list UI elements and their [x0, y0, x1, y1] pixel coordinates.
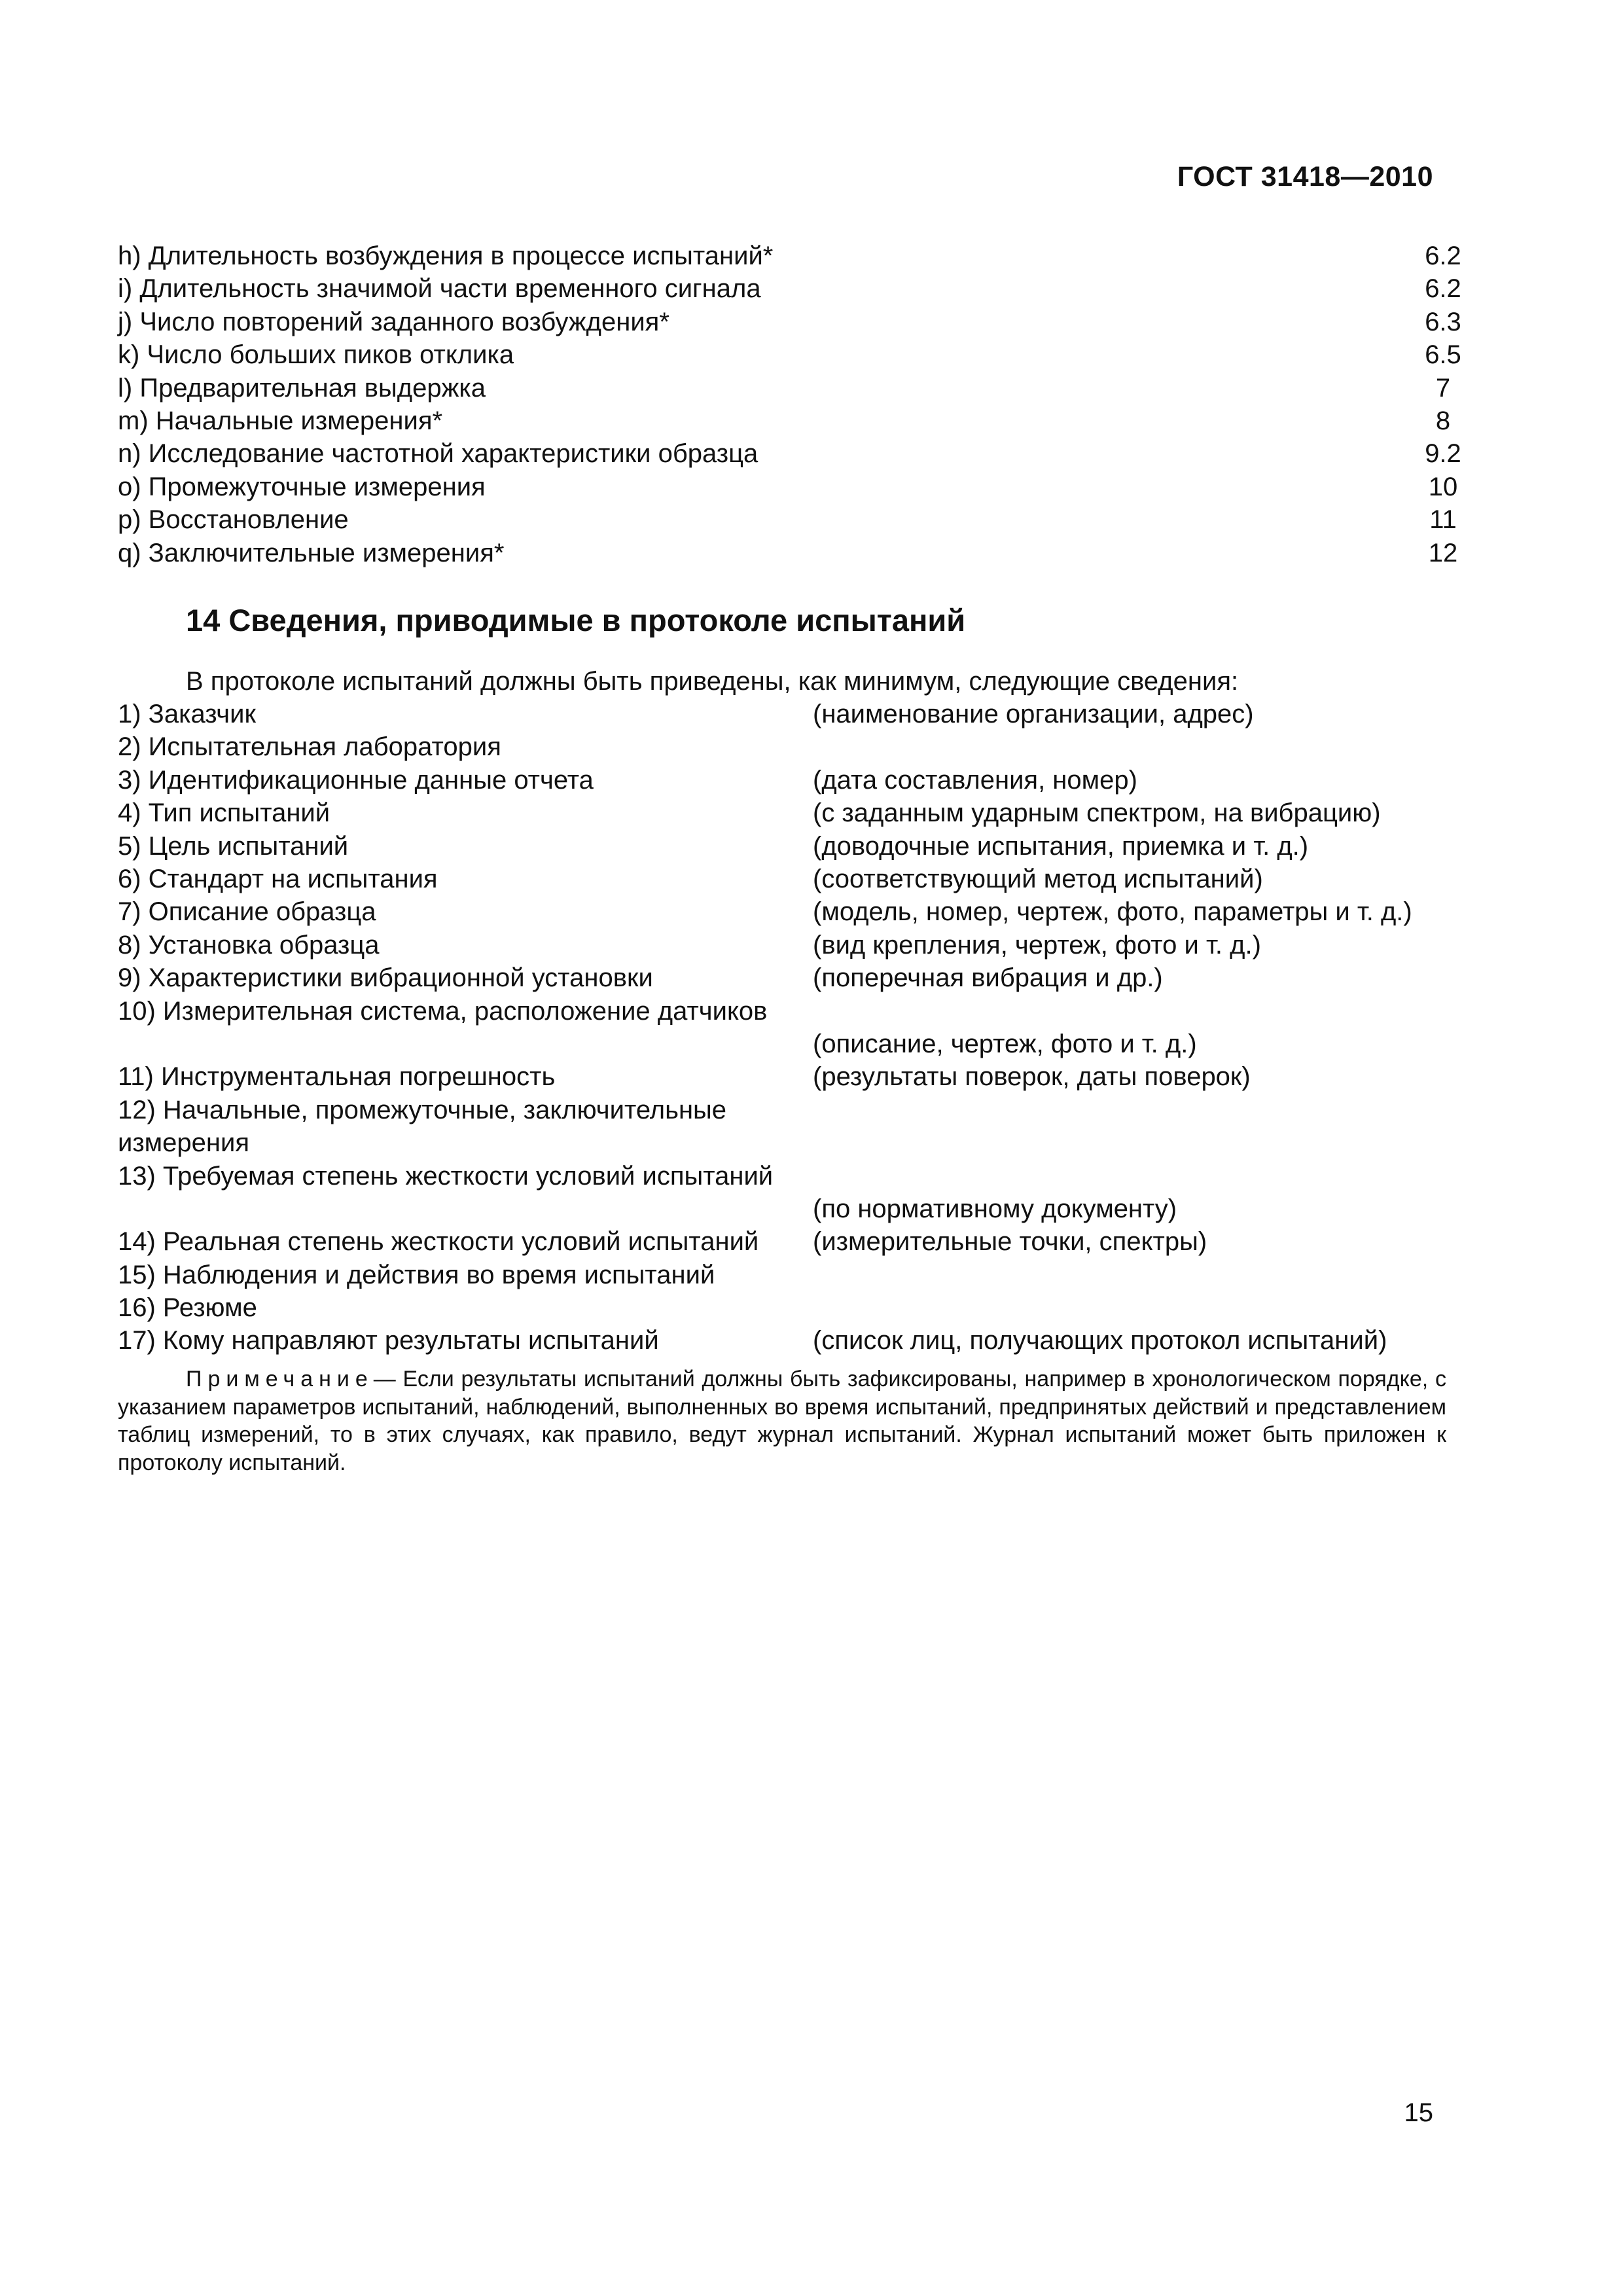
list-item	[118, 1060, 1453, 1093]
clause-label: q) Заключительные измерения*	[118, 538, 505, 567]
clause-ref: 6.5	[1425, 340, 1461, 370]
clause-row	[118, 437, 1461, 470]
clause-row	[118, 503, 1457, 536]
note-heading: Примечание	[186, 1367, 374, 1391]
clause-ref: 6.3	[1425, 307, 1461, 336]
list-item	[118, 1094, 1453, 1160]
clause-label: i) Длительность значимой части временного сигнала	[118, 274, 761, 304]
item-note: (модель, номер, чертеж, фото, параметры и т. д.)	[813, 897, 1412, 927]
clause-ref: 12	[1428, 538, 1458, 567]
item-note: (доводочные испытания, приемка и т. д.)	[813, 831, 1309, 861]
clause-ref: 10	[1428, 472, 1458, 501]
clause-label: m) Начальные измерения*	[118, 406, 443, 435]
item-label: 17) Кому направляют результаты испытаний	[118, 1326, 659, 1355]
clause-label: n) Исследование частотной характеристики образца	[118, 439, 758, 469]
item-label: 14) Реальная степень жесткости условий испытаний	[118, 1227, 759, 1257]
clause-label: l) Предварительная выдержка	[118, 373, 486, 403]
item-label: 15) Наблюдения и действия во время испытаний	[118, 1260, 715, 1289]
item-note: (дата составления, номер)	[813, 765, 1137, 795]
item-note: (соответствующий метод испытаний)	[813, 864, 1263, 893]
item-note: (наименование организации, адрес)	[813, 699, 1254, 728]
list-item	[118, 1291, 1453, 1324]
item-label: 12) Начальные, промежуточные, заключительные измерения	[118, 1095, 727, 1158]
clause-ref: 9.2	[1425, 439, 1461, 469]
item-label: 16) Резюме	[118, 1293, 257, 1323]
item-note: (описание, чертеж, фото и т. д.)	[813, 1029, 1197, 1058]
item-note: (по нормативному документу)	[813, 1194, 1177, 1223]
list-item	[118, 995, 1453, 1061]
clause-row	[118, 338, 1461, 371]
clause-ref: 11	[1429, 505, 1457, 535]
list-item	[118, 730, 1453, 763]
item-label: 2) Испытательная лаборатория	[118, 732, 501, 762]
list-item	[118, 929, 1453, 961]
list-item	[118, 961, 1453, 994]
list-item	[118, 830, 1453, 863]
clause-row	[118, 372, 1451, 404]
note-paragraph	[118, 1365, 1446, 1477]
clause-label: p) Восстановление	[118, 505, 349, 535]
list-item	[118, 1324, 1453, 1357]
item-label: 3) Идентификационные данные отчета	[118, 765, 594, 795]
clause-ref: 7	[1435, 373, 1451, 403]
item-label: 1) Заказчик	[118, 700, 256, 728]
clause-row	[118, 471, 1458, 503]
clause-label: o) Промежуточные измерения	[118, 472, 486, 501]
clause-ref: 8	[1435, 406, 1451, 435]
item-note: (вид крепления, чертеж, фото и т. д.)	[813, 930, 1261, 960]
item-note: (поперечная вибрация и др.)	[813, 963, 1163, 993]
list-item	[118, 895, 1453, 928]
clause-list	[118, 240, 1461, 569]
clause-row	[118, 272, 1461, 305]
section-intro: В протоколе испытаний должны быть приведены, как минимум, следующие сведения:	[186, 667, 1239, 696]
item-label: 4) Тип испытаний	[118, 798, 330, 828]
page-number: 15	[1404, 2098, 1433, 2127]
item-note: (измерительные точки, спектры)	[813, 1227, 1207, 1257]
item-label: 10) Измерительная система, расположение датчиков	[118, 996, 768, 1026]
clause-ref: 6.2	[1425, 242, 1461, 270]
item-label: 5) Цель испытаний	[118, 831, 349, 861]
document-code: ГОСТ 31418—2010	[1177, 161, 1433, 192]
list-item	[118, 764, 1453, 797]
clause-row	[118, 240, 1461, 272]
item-label: 11) Инструментальная погрешность	[118, 1062, 556, 1092]
clause-ref: 6.2	[1425, 274, 1461, 304]
list-item	[118, 1160, 1453, 1226]
section-title: 14 Сведения, приводимые в протоколе испытаний	[186, 603, 966, 637]
item-label: 7) Описание образца	[118, 897, 376, 927]
list-item	[118, 1225, 1453, 1258]
clause-row	[118, 537, 1458, 569]
item-label: 8) Установка образца	[118, 930, 380, 960]
item-label: 6) Стандарт на испытания	[118, 864, 438, 893]
item-label: 9) Характеристики вибрационной установки	[118, 963, 653, 993]
item-note: (результаты поверок, даты поверок)	[813, 1062, 1251, 1092]
list-item	[118, 1259, 1453, 1291]
list-item	[118, 797, 1453, 829]
list-item	[118, 863, 1453, 895]
item-note: (с заданным ударным спектром, на вибрацию)	[813, 798, 1381, 828]
clause-label: j) Число повторений заданного возбуждения*	[118, 307, 669, 336]
clause-label: h) Длительность возбуждения в процессе испытаний*	[118, 242, 774, 270]
clause-label: k) Число больших пиков отклика	[118, 340, 514, 370]
item-note: (список лиц, получающих протокол испытаний)	[813, 1326, 1387, 1355]
item-label: 13) Требуемая степень жесткости условий испытаний	[118, 1161, 774, 1191]
clause-row	[118, 404, 1451, 437]
report-info-list	[118, 698, 1453, 1357]
note-text: — Если результаты испытаний должны быть зафиксированы, например в хронологическом порядке, с указанием параметров испытаний, наблюдений, выполненных во время испытаний, предпринятых действий и представлением таблиц измерений, то в этих случаях, как правило, ведут журнал испытаний. Журнал испытаний может быть приложен к протоколу испытаний.	[118, 1367, 1446, 1475]
list-item	[118, 698, 1453, 730]
clause-row	[118, 306, 1461, 338]
